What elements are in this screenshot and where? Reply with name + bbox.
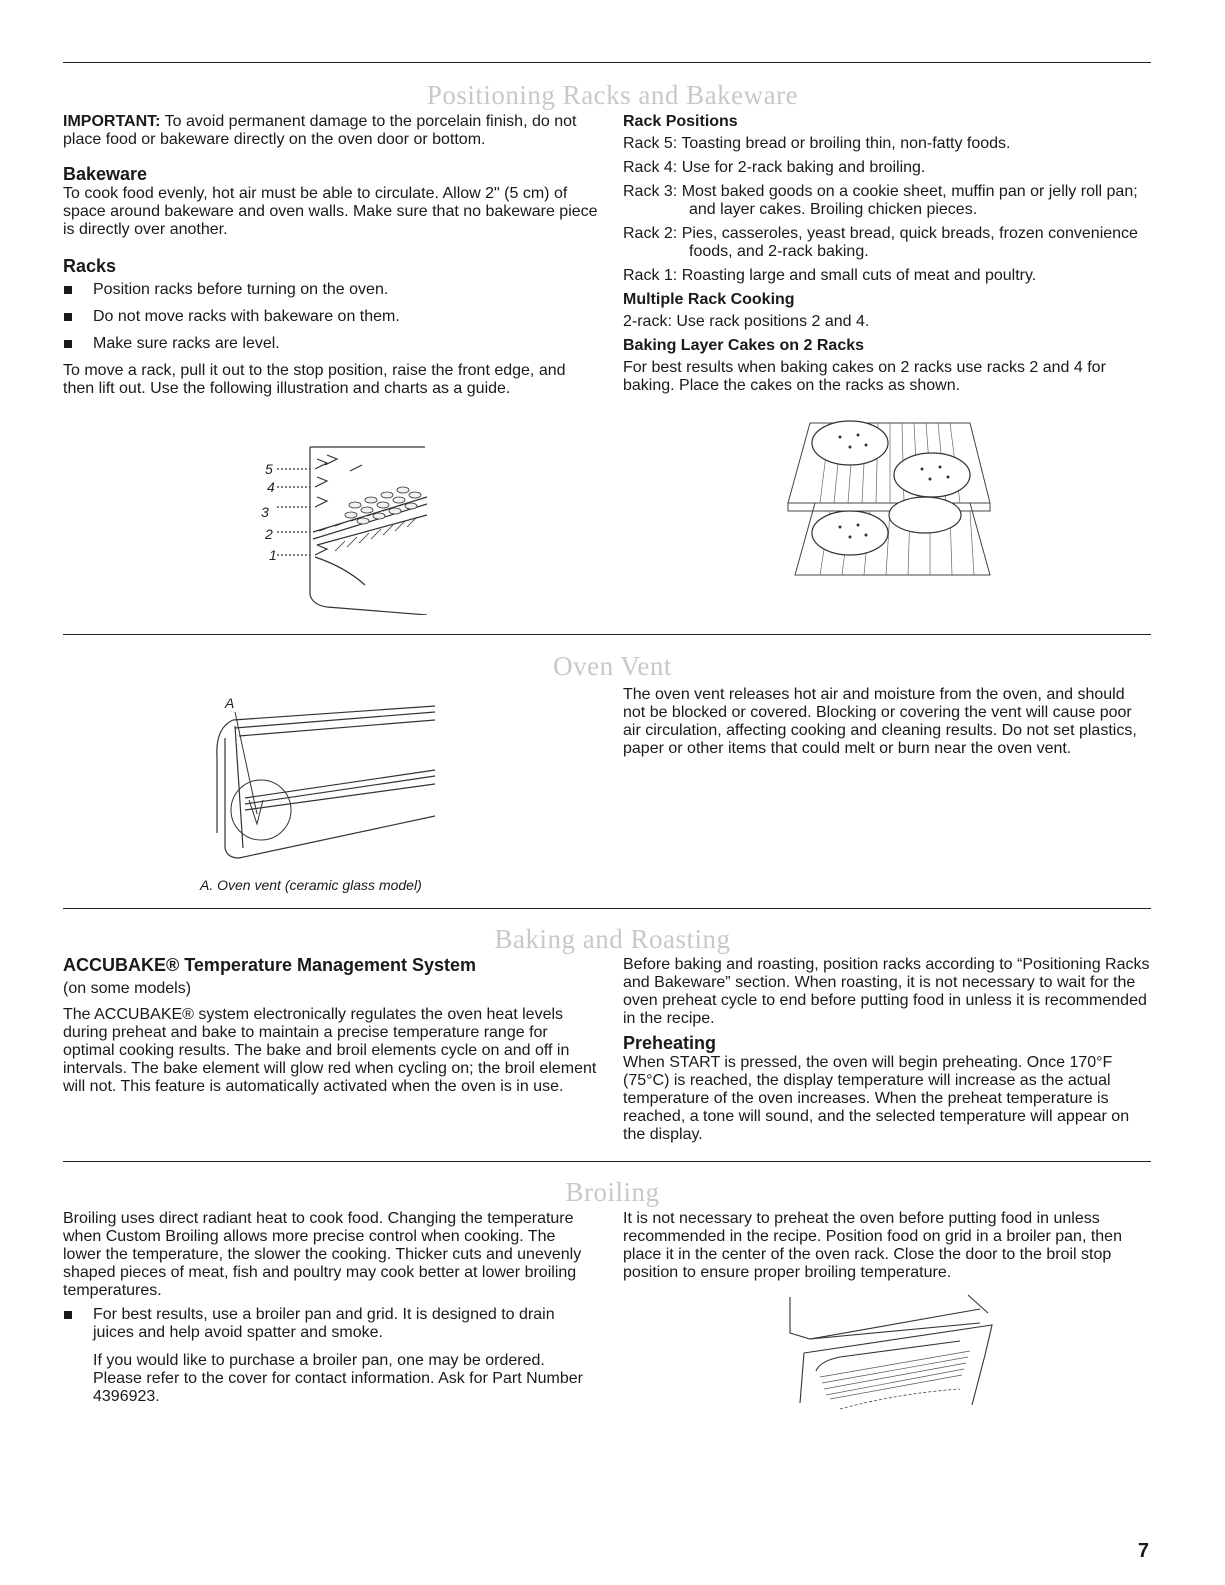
section-title-baking: Baking and Roasting: [494, 924, 731, 954]
oven-vent-caption: A. Oven vent (ceramic glass model): [200, 877, 422, 893]
vent-label-a: A: [225, 698, 235, 711]
broiling-left-column: [63, 1210, 598, 1412]
rack-label-4: 4: [267, 479, 275, 495]
rack-label-5: 5: [265, 461, 273, 477]
baking-left-column: [63, 956, 598, 1102]
rack-position-5: Rack 5: Toasting bread or broiling thin, non-fatty foods.: [623, 135, 1011, 152]
vent-text: The oven vent releases hot air and moisture from the oven, and should not be blocked or covered. Blocking or covering the vent will cause poor air circulation, affecting cooking and cleaning results. Do not set plastics, paper or other items that could melt or burn near the oven vent.: [623, 686, 1137, 757]
racks-heading: Racks: [63, 256, 117, 276]
rack-position-2: Rack 2: Pies, casseroles, yeast bread, quick breads, frozen convenience foods, and 2-rack baking.: [623, 225, 1138, 260]
section-title-broiling: Broiling: [565, 1177, 660, 1207]
layer-cakes-illustration: [780, 415, 1000, 580]
move-rack-text: To move a rack, pull it out to the stop position, raise the front edge, and then lift out. Use the following illustration and charts as a guide.: [63, 362, 566, 397]
section-rule-vent: [63, 634, 1151, 635]
rack-label-2: 2: [265, 526, 273, 542]
accubake-text: The ACCUBAKE® system electronically regulates the oven heat levels during preheat and bake to maintain a precise temperature range for optimal cooking results. The bake and broil elements cycle on and off in intervals. The bake element will glow red when cycling on; the broil element will not. This feature is automatically activated when the oven is in use.: [63, 1006, 597, 1095]
rack-position-4: Rack 4: Use for 2-rack baking and broiling.: [623, 159, 926, 176]
rack-positions-heading: Rack Positions: [623, 113, 738, 130]
broiling-right-column: It is not necessary to preheat the oven before putting food in unless recommended in the recipe. Position food on grid in a broiler pan, then place it in the center of the oven rack. Close the door to the broil stop position to ensure proper broiling temperature.: [623, 1210, 1122, 1281]
rack-positions-illustration: [255, 435, 435, 615]
important-label: IMPORTANT:: [63, 113, 161, 130]
rack-position-3: Rack 3: Most baked goods on a cookie sheet, muffin pan or jelly roll pan; and layer cakes. Broiling chicken pieces.: [623, 183, 1138, 218]
baking-intro: Before baking and roasting, position racks according to “Positioning Racks and Bakeware” section. When roasting, it is not necessary to wait for the oven preheat cycle to end before putting food in unless it is recommended in the recipe.: [623, 956, 1150, 1027]
page-number: 7: [1137, 1540, 1149, 1562]
section-title-vent: Oven Vent: [553, 651, 672, 681]
accubake-subnote: (on some models): [63, 980, 192, 997]
broiler-pan-purchase: If you would like to purchase a broiler pan, one may be ordered. Please refer to the cover for contact information. Ask for Part Number 4396923.: [93, 1352, 583, 1405]
broiling-bullet: For best results, use a broiler pan and grid. It is designed to drain juices and help avoid spatter and smoke.: [63, 1306, 598, 1342]
layer-cakes-text: For best results when baking cakes on 2 racks use racks 2 and 4 for baking. Place the cakes on the racks as shown.: [623, 359, 1106, 394]
rack-label-1: 1: [269, 547, 277, 563]
bakeware-text: To cook food evenly, hot air must be able to circulate. Allow 2" (5 cm) of space around bakeware and oven walls. Make sure that no bakeware piece is directly over another.: [63, 185, 598, 238]
preheating-text: When START is pressed, the oven will begin preheating. Once 170°F (75°C) is reached, the display temperature will increase as the actual temperature of the oven increases. When the preheat temperature is reached, a tone will sound, and the selected temperature will appear on the display.: [623, 1054, 1130, 1143]
racks-right-column: [623, 113, 1151, 401]
racks-left-column: [63, 113, 598, 404]
section-rule-racks: [63, 62, 1151, 63]
rack-position-1: Rack 1: Roasting large and small cuts of meat and poultry.: [623, 267, 1037, 284]
bakeware-heading: Bakeware: [63, 164, 148, 184]
rack-label-3: 3: [261, 504, 269, 520]
multiple-rack-heading: Multiple Rack Cooking: [623, 291, 795, 308]
important-note: [63, 113, 598, 149]
baking-right-column: [623, 956, 1151, 1150]
multiple-rack-text: 2-rack: Use rack positions 2 and 4.: [623, 313, 870, 330]
racks-bullet: Position racks before turning on the oven.: [63, 281, 598, 299]
broiling-intro: Broiling uses direct radiant heat to cook food. Changing the temperature when Custom Broiling allows more precise control when cooking. The lower the temperature, the slower the cooking. Thicker cuts and unevenly shaped pieces of meat, fish and poultry may cook better at lower broiling temperatures.: [63, 1210, 582, 1299]
section-rule-baking: [63, 908, 1151, 909]
important-text: To avoid permanent damage to the porcelain finish, do not place food or bakeware directly on the oven door or bottom.: [63, 113, 577, 148]
accubake-heading: ACCUBAKE® Temperature Management System: [63, 955, 477, 975]
broil-stop-door-illustration: [780, 1293, 1010, 1413]
racks-bullet: Do not move racks with bakeware on them.: [63, 308, 598, 326]
layer-cakes-heading: Baking Layer Cakes on 2 Racks: [623, 337, 865, 354]
section-title-racks: Positioning Racks and Bakeware: [426, 80, 799, 110]
preheating-heading: Preheating: [623, 1033, 717, 1053]
section-rule-broiling: [63, 1161, 1151, 1162]
oven-vent-illustration: [205, 698, 445, 868]
racks-bullet: Make sure racks are level.: [63, 335, 598, 353]
